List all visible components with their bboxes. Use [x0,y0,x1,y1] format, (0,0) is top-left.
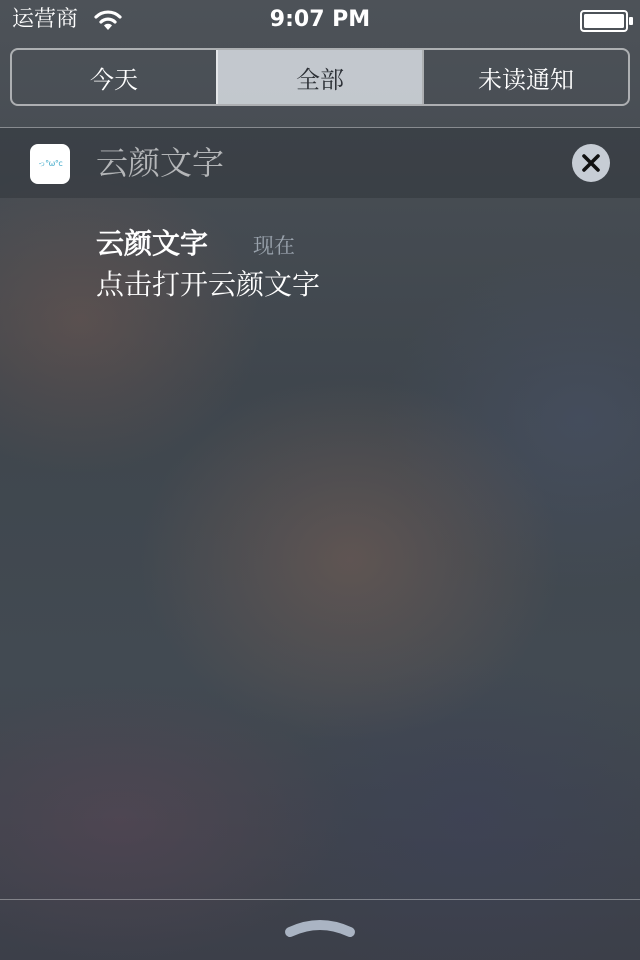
app-section-header [0,128,640,198]
clear-notifications-button[interactable] [572,144,610,182]
tab-unread[interactable]: 未读通知 [422,50,628,104]
battery-icon [580,10,634,32]
close-handle-icon[interactable] [282,912,358,942]
tab-all[interactable]: 全部 [216,50,422,104]
footer-divider [0,899,640,900]
app-icon: っ°ω°c [30,144,70,184]
notification-body: 点击打开云颜文字 [96,268,321,301]
status-bar [0,0,640,40]
carrier-name: 运营商 [12,7,79,32]
notification-title: 云颜文字 [96,227,209,260]
close-icon [581,153,601,173]
notification-filter-tabs [10,48,630,106]
tab-today[interactable]: 今天 [90,65,138,94]
app-section-name: 云颜文字 [96,144,225,182]
status-time: 9:07 PM [269,7,371,32]
notification-time: 现在 [253,234,295,258]
